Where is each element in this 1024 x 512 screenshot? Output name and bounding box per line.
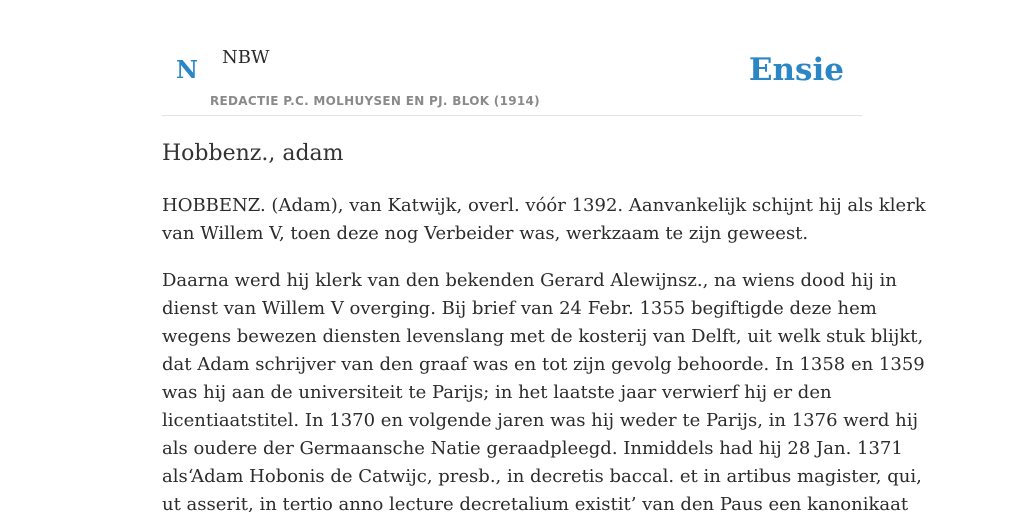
publication-editors: REDACTIE P.C. MOLHUYSEN EN PJ. BLOK (1914) [210, 94, 540, 108]
entry-body [162, 192, 926, 512]
text-line: als‘Adam Hobonis de Catwijc, presb., in decretis baccal. et in artibus magister, qui, [162, 466, 922, 487]
entry-paragraph [162, 192, 926, 248]
ensie-logo[interactable]: Ensie [748, 52, 844, 88]
text-line: was hij aan de universiteit te Parijs; in het laatste jaar verwierf hij er den [162, 382, 832, 403]
entry-paragraph [162, 267, 925, 512]
text-line: Daarna werd hij klerk van den bekenden Gerard Alewijnsz., na wiens dood hij in [162, 270, 897, 291]
publication-logo-icon[interactable]: N [176, 55, 198, 84]
text-line: licentiaatstitel. In 1370 en volgende jaren was hij weder te Parijs, in 1376 werd hij [162, 410, 919, 431]
text-line: wegens bewezen diensten levenslang met de kosterij van Delft, uit welk stuk blijkt, [162, 326, 924, 347]
text-line: HOBBENZ. (Adam), van Katwijk, overl. vóór 1392. Aanvankelijk schijnt hij als klerk [162, 195, 926, 216]
text-line: dat Adam schrijver van den graaf was en tot zijn gevolg behoorde. In 1358 en 1359 [162, 354, 925, 375]
text-line: als oudere der Germaansche Natie geraadpleegd. Inmiddels had hij 28 Jan. 1371 [162, 438, 903, 459]
header [162, 0, 862, 116]
entry-title: Hobbenz., adam [162, 141, 344, 166]
text-line: van Willem V, toen deze nog Verbeider was, werkzaam te zijn geweest. [162, 223, 809, 244]
text-line: dienst van Willem V overging. Bij brief van 24 Febr. 1355 begiftigde deze hem [162, 298, 877, 319]
publication-title[interactable]: NBW [222, 47, 270, 68]
text-line: ut asserit, in tertio anno lecture decretalium existit’ van den Paus een kanonikaat [162, 494, 909, 512]
